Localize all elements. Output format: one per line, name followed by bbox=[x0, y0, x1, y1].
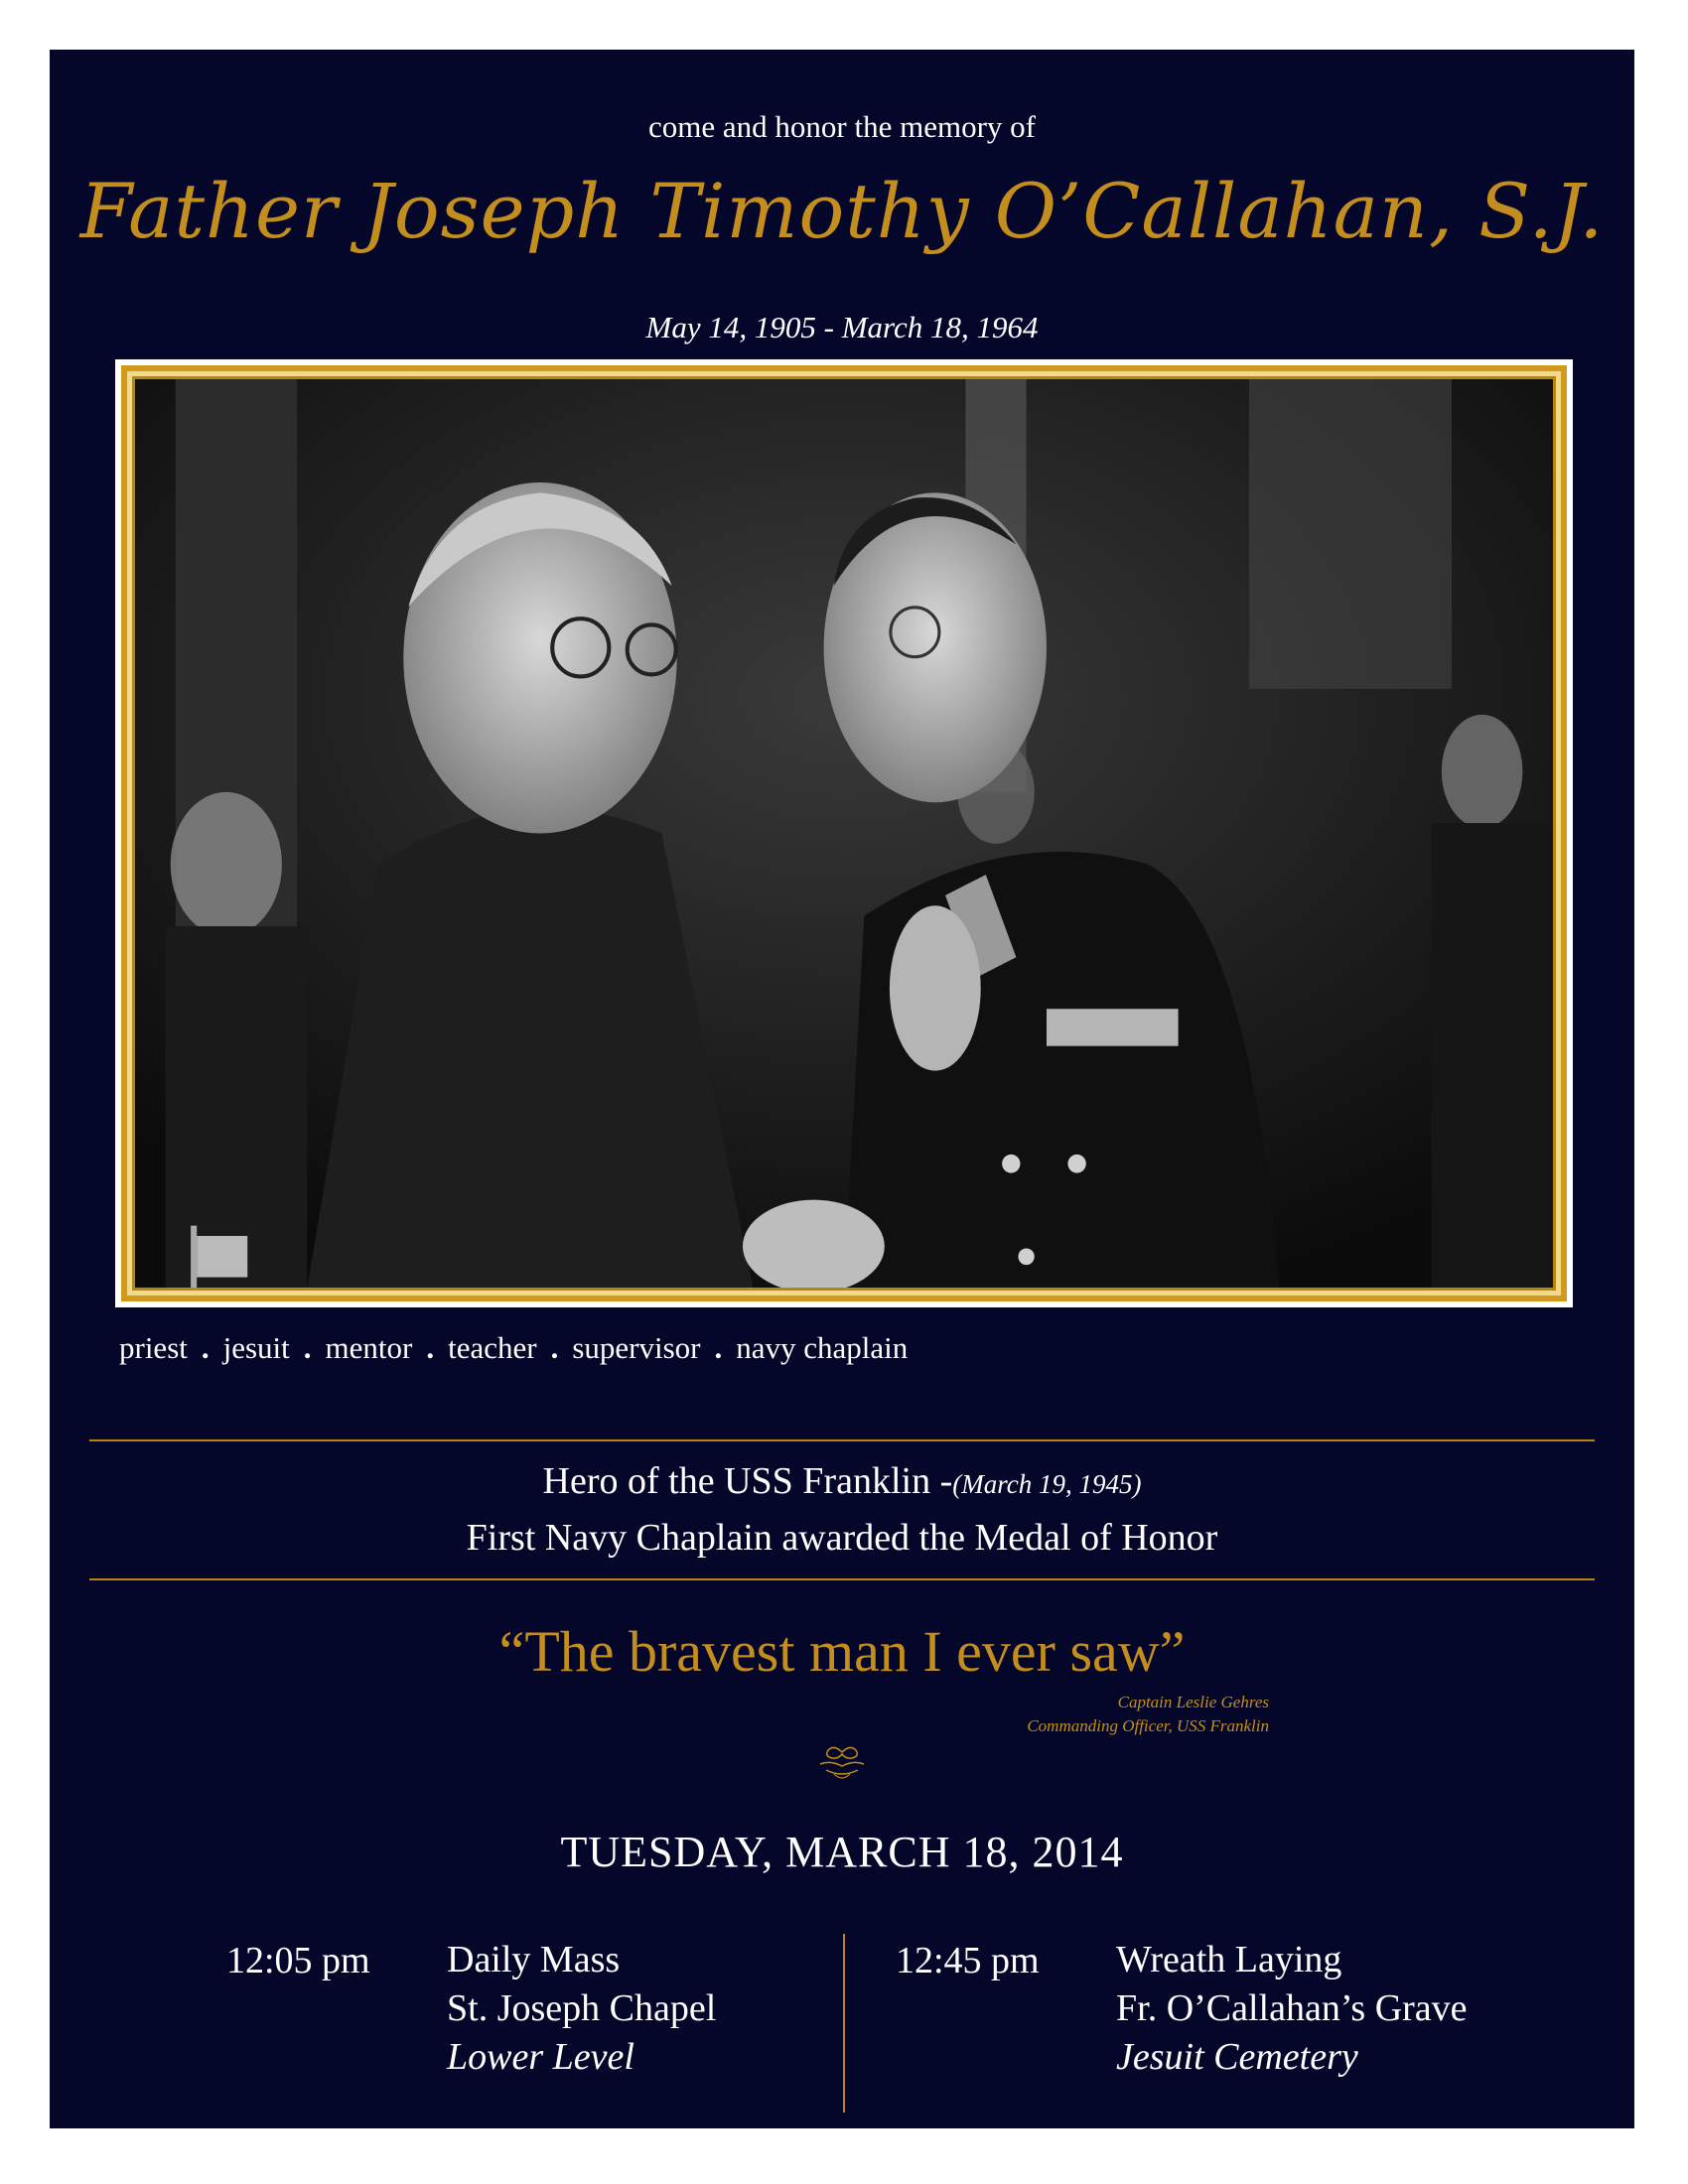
role-separator: . bbox=[303, 1330, 312, 1365]
life-dates: May 14, 1905 - March 18, 1964 bbox=[645, 310, 1039, 344]
flyer-panel bbox=[50, 50, 1634, 2128]
schedule-time-wreath: 12:45 pm bbox=[896, 1940, 1040, 1981]
role-item: priest bbox=[119, 1330, 188, 1365]
historical-photo bbox=[132, 376, 1556, 1291]
honoree-name: Father Joseph Timothy O’Callahan, S.J. bbox=[79, 167, 1605, 255]
schedule-title: Wreath Laying bbox=[1116, 1939, 1342, 1980]
role-separator: . bbox=[201, 1330, 210, 1365]
quote-attribution bbox=[1027, 1691, 1269, 1738]
role-item: mentor bbox=[325, 1330, 413, 1365]
divider-top bbox=[89, 1439, 1595, 1441]
role-separator: . bbox=[550, 1330, 559, 1365]
schedule-time-mass: 12:05 pm bbox=[226, 1940, 370, 1981]
role-separator: . bbox=[426, 1330, 435, 1365]
quote-author: Captain Leslie Gehres bbox=[1117, 1693, 1269, 1711]
divider-bottom bbox=[89, 1578, 1595, 1580]
schedule-place: St. Joseph Chapel bbox=[447, 1987, 717, 2029]
quote-author-title: Commanding Officer, USS Franklin bbox=[1027, 1716, 1269, 1735]
role-separator: . bbox=[714, 1330, 723, 1365]
photo-frame bbox=[115, 359, 1573, 1307]
medal-of-honor-line: First Navy Chaplain awarded the Medal of Honor bbox=[466, 1517, 1218, 1559]
schedule-wreath bbox=[1116, 1936, 1468, 2082]
role-item: teacher bbox=[448, 1330, 537, 1365]
role-item: supervisor bbox=[572, 1330, 701, 1365]
hero-date: (March 19, 1945) bbox=[952, 1469, 1142, 1499]
flourish-ornament-icon bbox=[812, 1744, 872, 1784]
schedule-divider bbox=[843, 1934, 845, 2113]
schedule-title: Daily Mass bbox=[447, 1939, 621, 1980]
hero-text: Hero of the USS Franklin - bbox=[542, 1460, 953, 1502]
schedule-mass bbox=[447, 1936, 716, 2082]
roles-list bbox=[119, 1330, 908, 1366]
hero-line bbox=[50, 1459, 1634, 1503]
photo-gold-border bbox=[121, 365, 1567, 1301]
quote-text: “The bravest man I ever saw” bbox=[498, 1619, 1186, 1684]
intro-text: come and honor the memory of bbox=[648, 109, 1036, 144]
role-item: navy chaplain bbox=[736, 1330, 909, 1365]
event-day: TUESDAY, MARCH 18, 2014 bbox=[560, 1828, 1124, 1876]
schedule-detail: Lower Level bbox=[447, 2036, 634, 2078]
schedule-detail: Jesuit Cemetery bbox=[1116, 2036, 1358, 2078]
schedule-place: Fr. O’Callahan’s Grave bbox=[1116, 1987, 1468, 2029]
role-item: jesuit bbox=[222, 1330, 290, 1365]
